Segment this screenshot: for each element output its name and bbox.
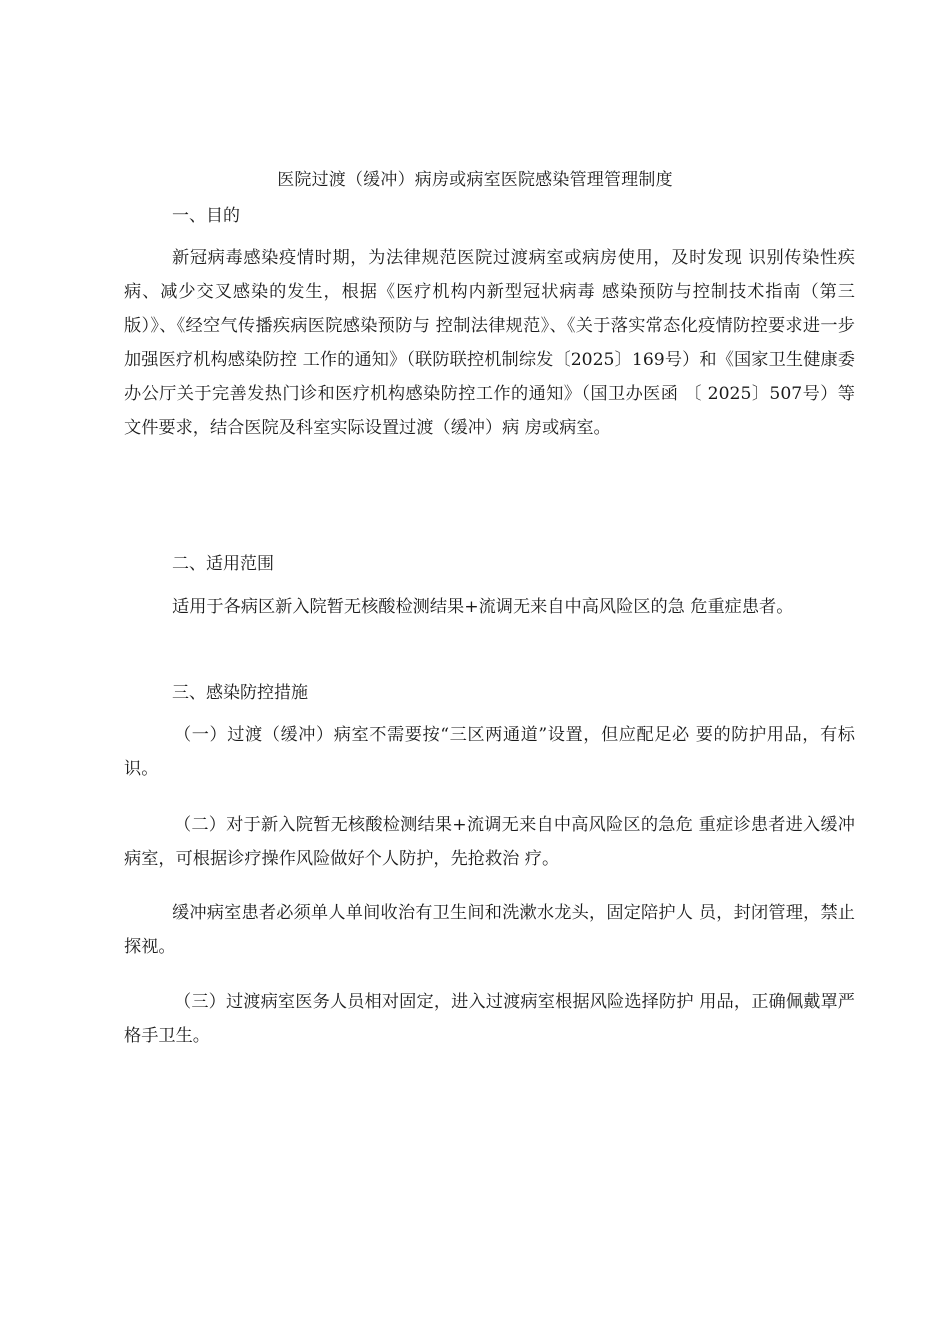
paragraph-measure-1: （一）过渡（缓冲）病室不需要按“三区两通道”设置，但应配足必 要的防护用品，有标识。 <box>124 725 855 779</box>
paragraph-measure-2: （二）对于新入院暂无核酸检测结果+流调无来自中高风险区的急危 重症诊患者进入缓冲病室，可根据诊疗操作风险做好个人防护，先抢救治 疗。 <box>124 815 855 869</box>
paragraph-scope: 适用于各病区新入院暂无核酸检测结果+流调无来自中高风险区的急 危重症患者。 <box>172 597 794 617</box>
paragraph-measure-3: （三）过渡病室医务人员相对固定，进入过渡病室根据风险选择防护 用品，正确佩戴罩严格手卫生。 <box>124 992 855 1046</box>
section-heading-scope: 二、适用范围 <box>172 554 274 574</box>
document-title: 医院过渡（缓冲）病房或病室医院感染管理管理制度 <box>277 170 673 190</box>
section-heading-measures: 三、感染防控措施 <box>172 683 308 703</box>
paragraph-purpose: 新冠病毒感染疫情时期，为法律规范医院过渡病室或病房使用，及时发现 识别传染性疾病、减少交叉感染的发生，根据《医疗机构内新型冠状病毒 感染预防与控制技术指南（第三版）》、《经空气传播疾病医院感染预防与 控制法律规范》、《关于落实常态化疫情防控要求进一步加强医疗机构感染防控 工作的通知》（联防联控机制综发〔2025〕169号）和《国家卫生健康委 办公厅关于完善发热门诊和医疗机构感染防控工作的通知》（国卫办医函 〔 2025〕507号）等文件要求，结合医院及科室实际设置过渡（缓冲）病 房或病室。 <box>124 248 855 438</box>
paragraph-measure-2-note: 缓冲病室患者必须单人单间收治有卫生间和洗漱水龙头，固定陪护人 员，封闭管理，禁止探视。 <box>124 903 855 957</box>
section-heading-purpose: 一、目的 <box>172 206 240 226</box>
